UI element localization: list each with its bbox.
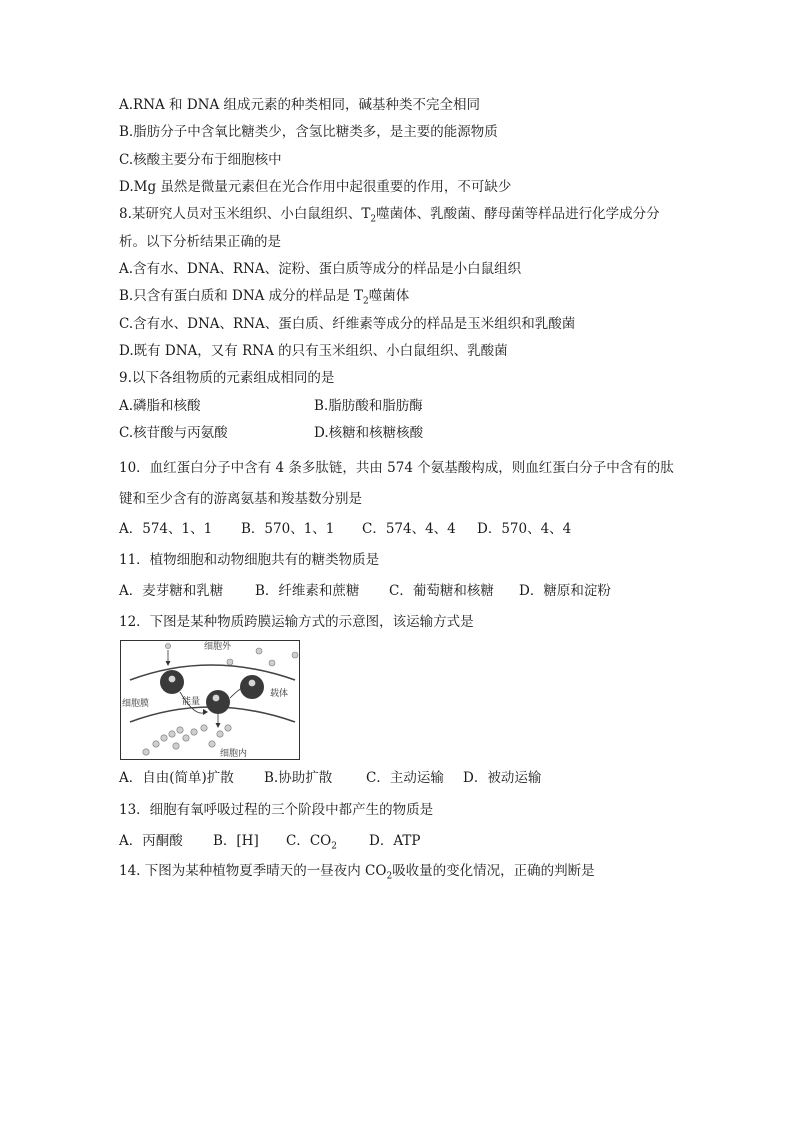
molecule <box>143 749 149 755</box>
molecule <box>173 743 179 749</box>
q10-option-b: B．570、1、1 <box>241 521 335 537</box>
q8-option-b: B.只含有蛋白质和 DNA 成分的样品是 $T_2$噬菌体 <box>119 288 410 307</box>
molecule <box>191 729 197 735</box>
q12-option-b: B.协助扩散 <box>264 770 333 786</box>
q13-option-b: B．[H] <box>213 833 259 849</box>
molecule <box>225 725 231 731</box>
molecule <box>292 652 298 658</box>
q10-option-a: A．574、1、1 <box>119 521 213 537</box>
q9-option-a: A.磷脂和核酸 <box>119 398 201 414</box>
q7-option-a: A.RNA 和 DNA 组成元素的种类相同，碱基种类不完全相同 <box>119 97 481 113</box>
molecule <box>227 659 233 665</box>
carrier-protein-middle <box>206 690 230 714</box>
q9-option-b: B.脂肪酸和脂肪酶 <box>314 398 423 414</box>
molecule <box>169 731 175 737</box>
q11-option-c: C．葡萄糖和核糖 <box>389 583 494 599</box>
molecule <box>269 660 275 666</box>
energy-label: 能量 <box>182 696 201 706</box>
q7-option-c: C.核酸主要分布于细胞核中 <box>119 152 282 168</box>
bound-molecule <box>213 695 220 702</box>
q13-option-d: D．ATP <box>369 833 421 849</box>
molecule <box>177 727 183 733</box>
bound-molecule <box>169 676 176 683</box>
q9-option-d: D.核糖和核糖核酸 <box>314 425 424 441</box>
q10-option-c: C．574、4、4 <box>362 521 456 537</box>
molecule <box>161 735 167 741</box>
q10-option-d: D．570、4、4 <box>477 521 572 537</box>
molecule <box>209 741 215 747</box>
molecule <box>256 648 262 654</box>
molecule <box>201 725 207 731</box>
q11-stem: 11．植物细胞和动物细胞共有的糖类物质是 <box>119 552 380 568</box>
q7-option-d: D.Mg 虽然是微量元素但在光合作用中起很重要的作用，不可缺少 <box>119 179 512 195</box>
q8-stem-line2: 析。以下分析结果正确的是 <box>119 234 281 250</box>
q13-option-a: A．丙酮酸 <box>119 833 183 849</box>
q11-option-b: B．纤维素和蔗糖 <box>255 583 360 599</box>
bound-molecule <box>249 680 256 687</box>
q8-stem-line1: 8.某研究人员对玉米组织、小白鼠组织、$T_2$噬菌体、乳酸菌、酵母菌等样品进行化学成分分 <box>119 206 660 225</box>
q11-option-d: D．糖原和淀粉 <box>519 583 611 599</box>
molecule <box>217 731 223 737</box>
molecule <box>183 735 189 741</box>
q13-option-c: C．$CO_2$ <box>286 833 337 852</box>
q10-stem-line1: 10．血红蛋白分子中含有 4 条多肽链，共由 574 个氨基酸构成，则血红蛋白分子中含有的肽 <box>119 460 674 476</box>
inside-label: 细胞内 <box>220 748 248 758</box>
molecule <box>165 643 170 648</box>
q8-option-d: D.既有 DNA，又有 RNA 的只有玉米组织、小白鼠组织、乳酸菌 <box>119 343 508 359</box>
membrane-label: 细胞膜 <box>122 698 150 708</box>
transport-diagram <box>120 640 300 760</box>
q13-stem: 13．细胞有氧呼吸过程的三个阶段中都产生的物质是 <box>119 802 434 818</box>
q9-stem: 9.以下各组物质的元素组成相同的是 <box>119 370 335 386</box>
molecule <box>153 741 159 747</box>
q8-option-a: A.含有水、DNA、RNA、淀粉、蛋白质等成分的样品是小白鼠组织 <box>119 261 522 277</box>
outside-label: 细胞外 <box>204 641 232 651</box>
q11-option-a: A．麦芽糖和乳糖 <box>119 583 224 599</box>
q10-stem-line2: 键和至少含有的游离氨基和羧基数分别是 <box>119 491 362 507</box>
q8-option-c: C.含有水、DNA、RNA、蛋白质、纤维素等成分的样品是玉米组织和乳酸菌 <box>119 316 576 332</box>
carrier-protein-right <box>240 675 264 699</box>
carrier-label: 载体 <box>270 688 289 698</box>
q12-option-c: C．主动运输 <box>366 770 444 786</box>
q12-option-d: D．被动运输 <box>463 770 542 786</box>
q12-stem: 12．下图是某种物质跨膜运输方式的示意图，该运输方式是 <box>119 614 474 630</box>
q7-option-b: B.脂肪分子中含氧比糖类少，含氢比糖类多，是主要的能源物质 <box>119 124 498 140</box>
q9-option-c: C.核苷酸与丙氨酸 <box>119 425 228 441</box>
q14-stem: 14. 下图为某种植物夏季晴天的一昼夜内 $CO_2$吸收量的变化情况，正确的判断是 <box>119 863 595 882</box>
q12-option-a: A．自由(简单)扩散 <box>119 770 234 786</box>
